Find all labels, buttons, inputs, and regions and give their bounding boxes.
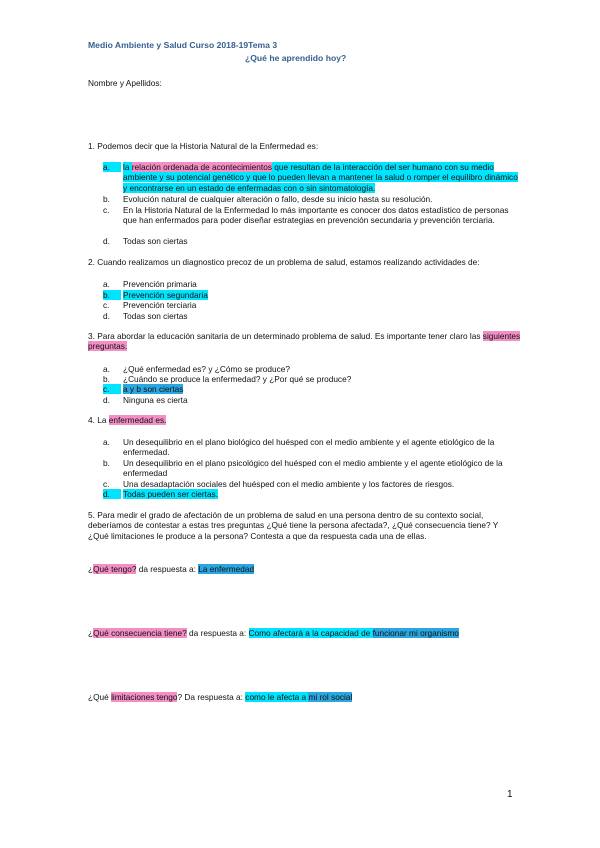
- question-4: 4. La enfermedad es.: [88, 415, 167, 425]
- highlight-text: relación ordenada de acontecimientos: [131, 162, 272, 172]
- answer-text: Como afectará a la capacidad de: [248, 628, 373, 638]
- option-letter: b.: [103, 194, 110, 204]
- selected-answer: Prevención segundaria: [123, 290, 208, 300]
- q1-option-d[interactable]: d. Todas son ciertas: [103, 236, 188, 246]
- q2-option-a[interactable]: a. Prevención primaria: [103, 279, 197, 289]
- answer-1: ¿Qué tengo? da respuesta a: La enfermedad: [88, 564, 255, 574]
- q3-option-d[interactable]: d. Ninguna es cierta: [103, 395, 188, 405]
- q4-option-c[interactable]: c. Una desadaptación sociales del huésped con el medio ambiente y los factores de riesgos.: [103, 479, 455, 489]
- selected-answer: Todas pueden ser ciertas.: [123, 489, 219, 499]
- q4-option-b[interactable]: b. Un desequilibrio en el plano psicológico del huésped con el medio ambiente y el agente etiológico de la enfermedad: [103, 458, 503, 479]
- q1-option-c[interactable]: c. En la Historia Natural de la Enfermedad lo más importante es conocer dos datos estadístico de personas que han enfermados para poder diseñar estrategias en prevención secundaria y prevención terciaria.: [103, 205, 509, 226]
- q3-option-c[interactable]: c. a y b son ciertas: [103, 384, 184, 394]
- q2-option-b[interactable]: b. Prevención segundaria: [103, 290, 208, 300]
- option-letter: c.: [103, 205, 110, 215]
- q4-option-d[interactable]: d. Todas pueden ser ciertas.: [103, 489, 219, 499]
- answer-3: ¿Qué limitaciones tengo? Da respuesta a: como le afecta a mi rol social: [88, 692, 353, 702]
- page-subtitle: ¿Qué he aprendido hoy?: [245, 53, 347, 63]
- option-letter: d.: [103, 236, 110, 246]
- q1-option-a[interactable]: a. la relación ordenada de acontecimientos que resultan de la interacción del ser humano con su medio ambiente y su potencial genético y que lo pueden llevan a mantener la salud o romper el equilibro dinámico y encontrarse en un estado de enfermadas con o sin sintomatología.: [103, 162, 518, 193]
- page-number: 1: [507, 789, 513, 800]
- q3-option-b[interactable]: b. ¿Cuándo se produce la enfermedad? y ¿Por qué se produce?: [103, 374, 352, 384]
- answer-2: ¿Qué consecuencia tiene? da respuesta a: Como afectará a la capacidad de funcionar mi organismo: [88, 628, 459, 638]
- option-letter: a.: [103, 162, 121, 172]
- question-5: 5. Para medir el grado de afectación de un problema de salud en una persona dentro de su contexto social, deberíamos de contestar a estas tres preguntas ¿Qué tiene la persona afectada?, ¿Qué consecuencia tiene? Y ¿Qué limitaciones le produce a la persona? Contesta a que da respuesta cada una de ellas.: [88, 510, 499, 541]
- question-3: 3. Para abordar la educación sanitaria de un determinado problema de salud. Es importante tener claro las siguientes preguntas.: [88, 331, 521, 352]
- q1-option-b[interactable]: b. Evolución natural de cualquier alteración o fallo, desde su inicio hasta su resolución.: [103, 194, 433, 204]
- name-label: Nombre y Apellidos:: [88, 78, 162, 88]
- question-1: 1. Podemos decir que la Historia Natural de la Enfermedad es:: [88, 141, 319, 151]
- q2-option-d[interactable]: d. Todas son ciertas: [103, 311, 188, 321]
- question-2: 2. Cuando realizamos un diagnostico precoz de un problema de salud, estamos realizando actividades de:: [88, 257, 480, 267]
- answer-text: como le afecta a: [245, 692, 309, 702]
- q2-option-c[interactable]: c. Prevención terciaria: [103, 300, 197, 310]
- answer-text: La enfermedad: [198, 564, 255, 574]
- course-header: Medio Ambiente y Salud Curso 2018-19Tema 3: [88, 40, 278, 50]
- selected-answer: a y b son ciertas: [123, 384, 184, 394]
- q3-option-a[interactable]: a. ¿Qué enfermedad es? y ¿Cómo se produce?: [103, 364, 290, 374]
- q4-option-a[interactable]: a. Un desequilibrio en el plano biológico del huésped con el medio ambiente y el agente etiológico de la enfermedad.: [103, 437, 495, 458]
